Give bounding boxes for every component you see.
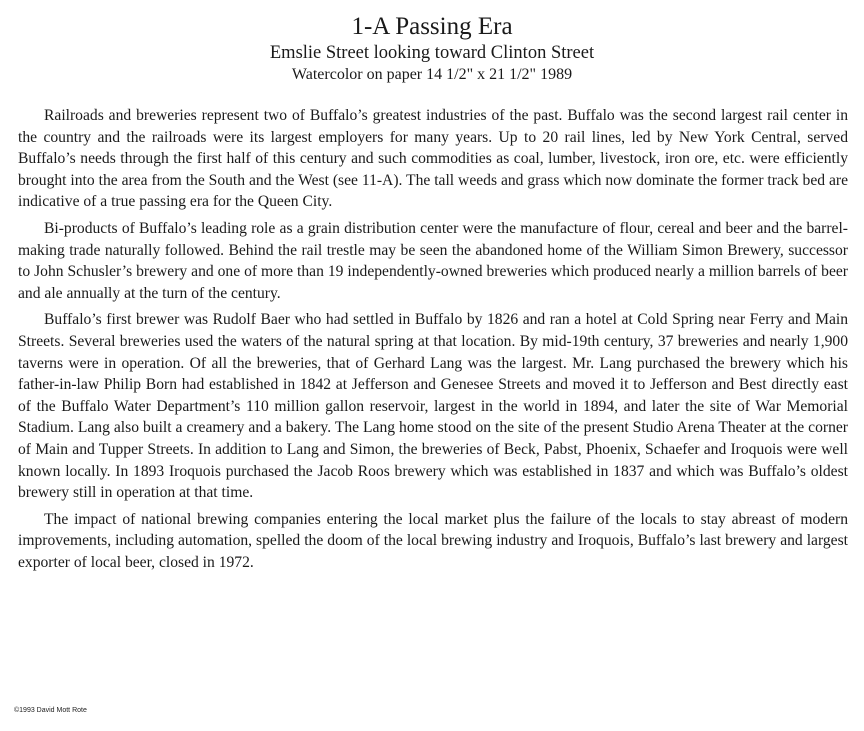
artwork-medium-line: Watercolor on paper 14 1/2" x 21 1/2" 1989 (291, 66, 573, 83)
paragraph-national-brewing: The impact of national brewing companies entering the local market plus the failure of the locals to stay abreast of modern improvements, including automation, spelled the doom of the local brewing industry and Iroquois, Buffalo’s last brewery and largest exporter of local beer, closed in 1972. (18, 510, 848, 571)
paragraph-railroads: Railroads and breweries represent two of Buffalo’s greatest industries of the past. Buffalo was the second largest rail center in the country and the railroads were its largest employers for many years. Up to 20 rail lines, led by New York Central, served Buffalo’s needs through the first half of this century and such commodities as coal, lumber, livestock, iron ore, etc. were efficiently brought into the area from the South and the West (see 11-A). The tall weeds and grass which now dominate the former track bed are indicative of a true passing era for the Queen City. (18, 107, 848, 211)
paragraph-bi-products: Bi-products of Buffalo’s leading role as a grain distribution center were the manufacture of flour, cereal and beer and the barrel-making trade naturally followed. Behind the rail trestle may be seen the abandoned home of the William Simon Brewery, successor to John Schusler’s brewery and one of more than 19 independently-owned breweries which produced nearly a million barrels of beer and ale annually at the turn of the century. (18, 219, 848, 302)
body-text (18, 105, 848, 578)
page-title: 1-A Passing Era (351, 13, 513, 40)
page-subtitle: Emslie Street looking toward Clinton Street (269, 43, 595, 63)
page-header (0, 12, 864, 86)
paragraph-first-brewer: Buffalo’s first brewer was Rudolf Baer who had settled in Buffalo by 1826 and ran a hotel at Cold Spring near Ferry and Main Streets. Several breweries used the waters of the natural spring at that location. By mid-19th century, 37 breweries and nearly 1,900 taverns were in operation. Of all the breweries, that of Gerhard Lang was the largest. Mr. Lang purchased the brewery which his father-in-law Philip Born had established in 1842 at Jefferson and Genesee Streets and moved it to Jefferson and Best directly east of the Buffalo Water Department’s 110 million gallon reservoir, largest in the world in 1894, and later the site of War Memorial Stadium. Lang also built a creamery and a bakery. The Lang home stood on the site of the present Studio Arena Theater at the corner of Main and Tupper Streets. In addition to Lang and Simon, the breweries of Beck, Pabst, Phoenix, Schaefer and Iroquois were well known locally. In 1893 Iroquois purchased the Jacob Roos brewery which was established in 1837 and which was Buffalo’s oldest brewery still in operation at that time. (18, 311, 848, 502)
copyright-notice: ©1993 David Mott Rote (14, 707, 87, 714)
